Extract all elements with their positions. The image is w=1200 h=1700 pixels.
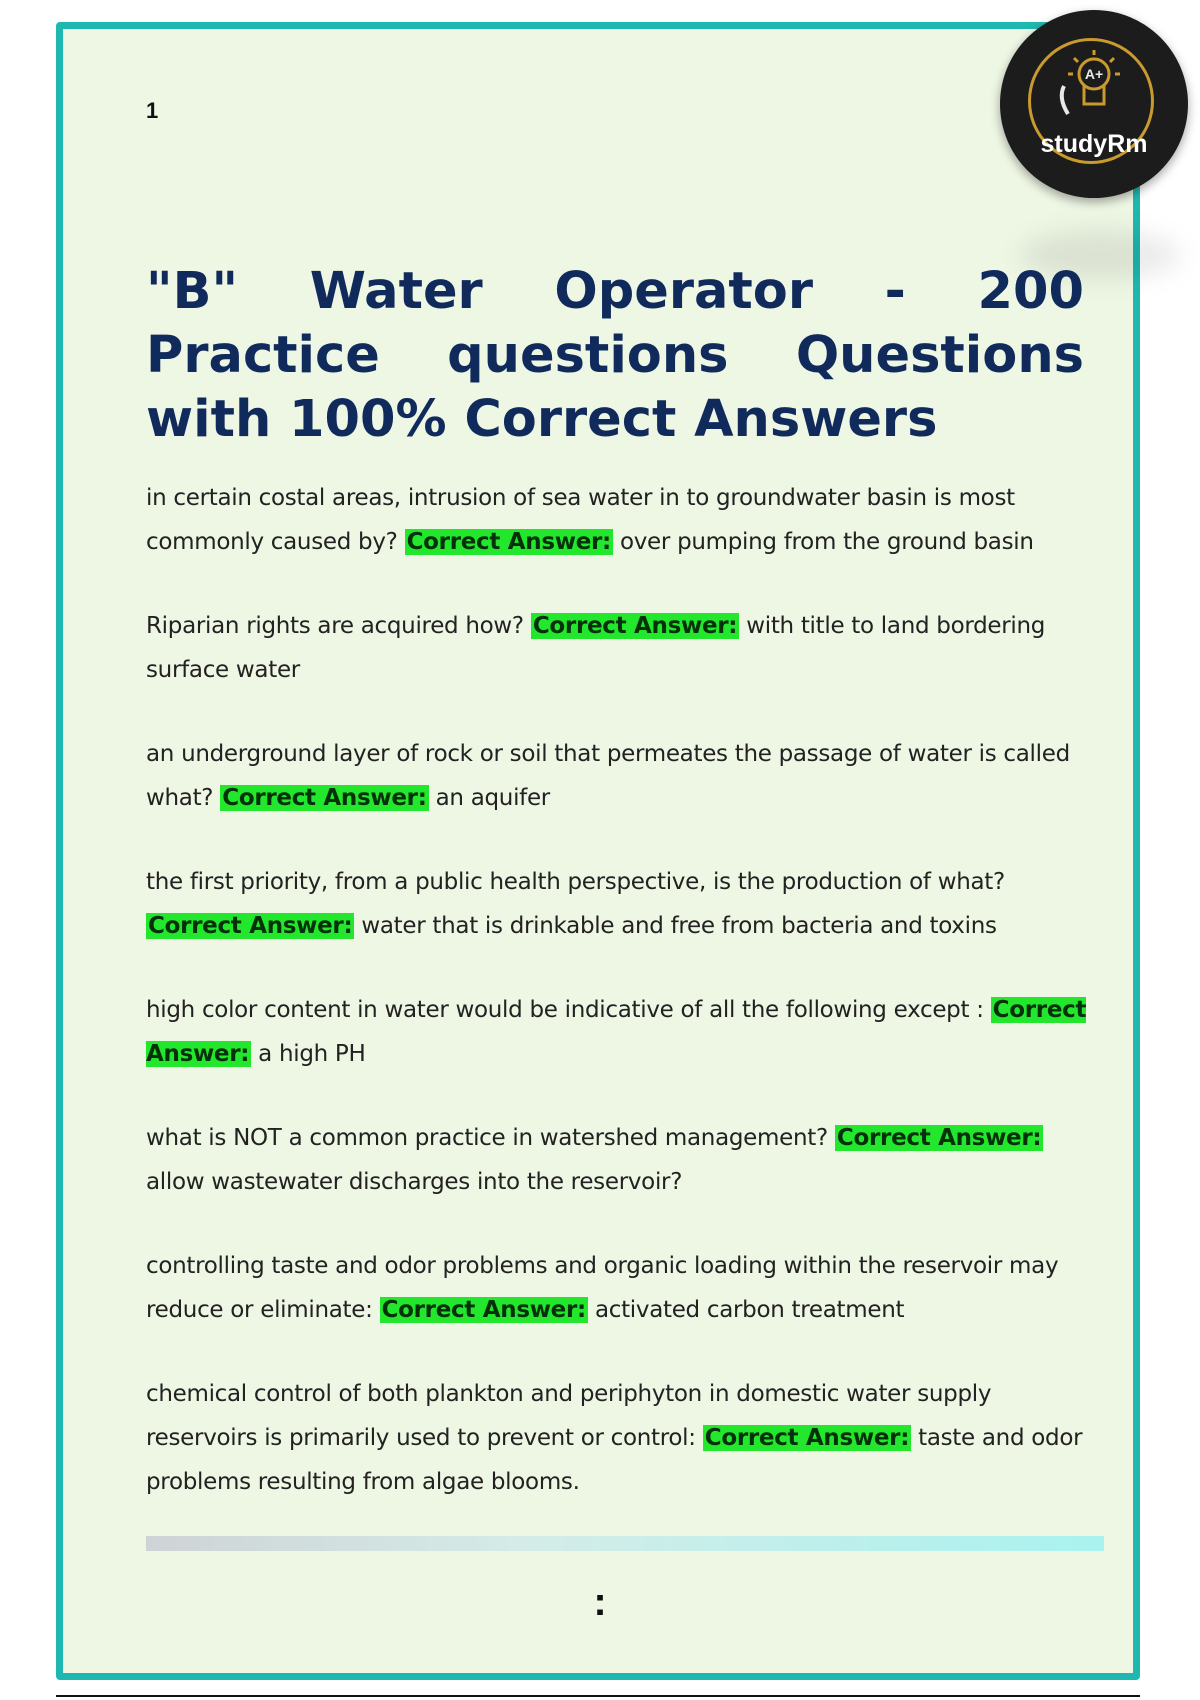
- question-text: the first priority, from a public health perspective, is the production of what?: [146, 869, 1005, 895]
- logo-text: studyRm: [1040, 130, 1148, 158]
- bottom-rule: [56, 1695, 1140, 1697]
- question-text: high color content in water would be indicative of all the following except :: [146, 997, 984, 1023]
- page-number: 1: [146, 98, 159, 123]
- question-text: an underground layer of rock or soil that permeates the passage of water is called what?: [146, 741, 1070, 811]
- qa-item: [146, 1116, 1091, 1204]
- logo-badge: A+: [1084, 66, 1104, 82]
- answer-text: over pumping from the ground basin: [619, 529, 1034, 555]
- qa-item: [146, 1372, 1091, 1504]
- lightbulb-icon: [1044, 46, 1144, 126]
- correct-answer-label: Correct Answer:: [146, 997, 1087, 1067]
- question-text: chemical control of both plankton and periphyton in domestic water supply reservoirs is primarily used to prevent or control:: [146, 1381, 992, 1451]
- correct-answer-label: Correct Answer:: [704, 1425, 910, 1451]
- answer-text: activated carbon treatment: [594, 1297, 905, 1323]
- question-text: Riparian rights are acquired how?: [146, 613, 524, 639]
- document-title: "B" Water Operator - 200 Practice questions Questions with 100% Correct Answers: [146, 262, 1084, 449]
- correct-answer-label: Correct Answer:: [222, 785, 427, 811]
- answer-text: allow wastewater discharges into the reservoir?: [146, 1169, 683, 1195]
- divider: [146, 1536, 1104, 1551]
- qa-list: [146, 476, 1091, 1544]
- qa-item: [146, 1244, 1091, 1332]
- answer-text: water that is drinkable and free from bacteria and toxins: [361, 913, 997, 939]
- footer-marker: :: [593, 1580, 607, 1624]
- qa-item: [146, 476, 1091, 564]
- qa-item: [146, 860, 1091, 948]
- correct-answer-label: Correct Answer:: [836, 1125, 1042, 1151]
- qa-item: [146, 604, 1091, 692]
- answer-text: an aquifer: [435, 785, 550, 811]
- question-text: in certain costal areas, intrusion of sea water in to groundwater basin is most commonly caused by?: [146, 485, 1015, 555]
- correct-answer-label: Correct Answer:: [406, 529, 611, 555]
- answer-text: with title to land bordering surface water: [146, 613, 1046, 683]
- correct-answer-label: Correct Answer:: [148, 913, 353, 939]
- question-text: what is NOT a common practice in watershed management?: [146, 1125, 828, 1151]
- qa-item: [146, 988, 1091, 1076]
- correct-answer-label: Correct Answer:: [532, 613, 738, 639]
- studyrm-logo: [1000, 10, 1188, 198]
- answer-text: taste and odor problems resulting from algae blooms.: [146, 1425, 1083, 1495]
- qa-item: [146, 732, 1091, 820]
- answer-text: a high PH: [258, 1041, 366, 1067]
- correct-answer-label: Correct Answer:: [381, 1297, 586, 1323]
- question-text: controlling taste and odor problems and organic loading within the reservoir may reduce or eliminate:: [146, 1253, 1059, 1323]
